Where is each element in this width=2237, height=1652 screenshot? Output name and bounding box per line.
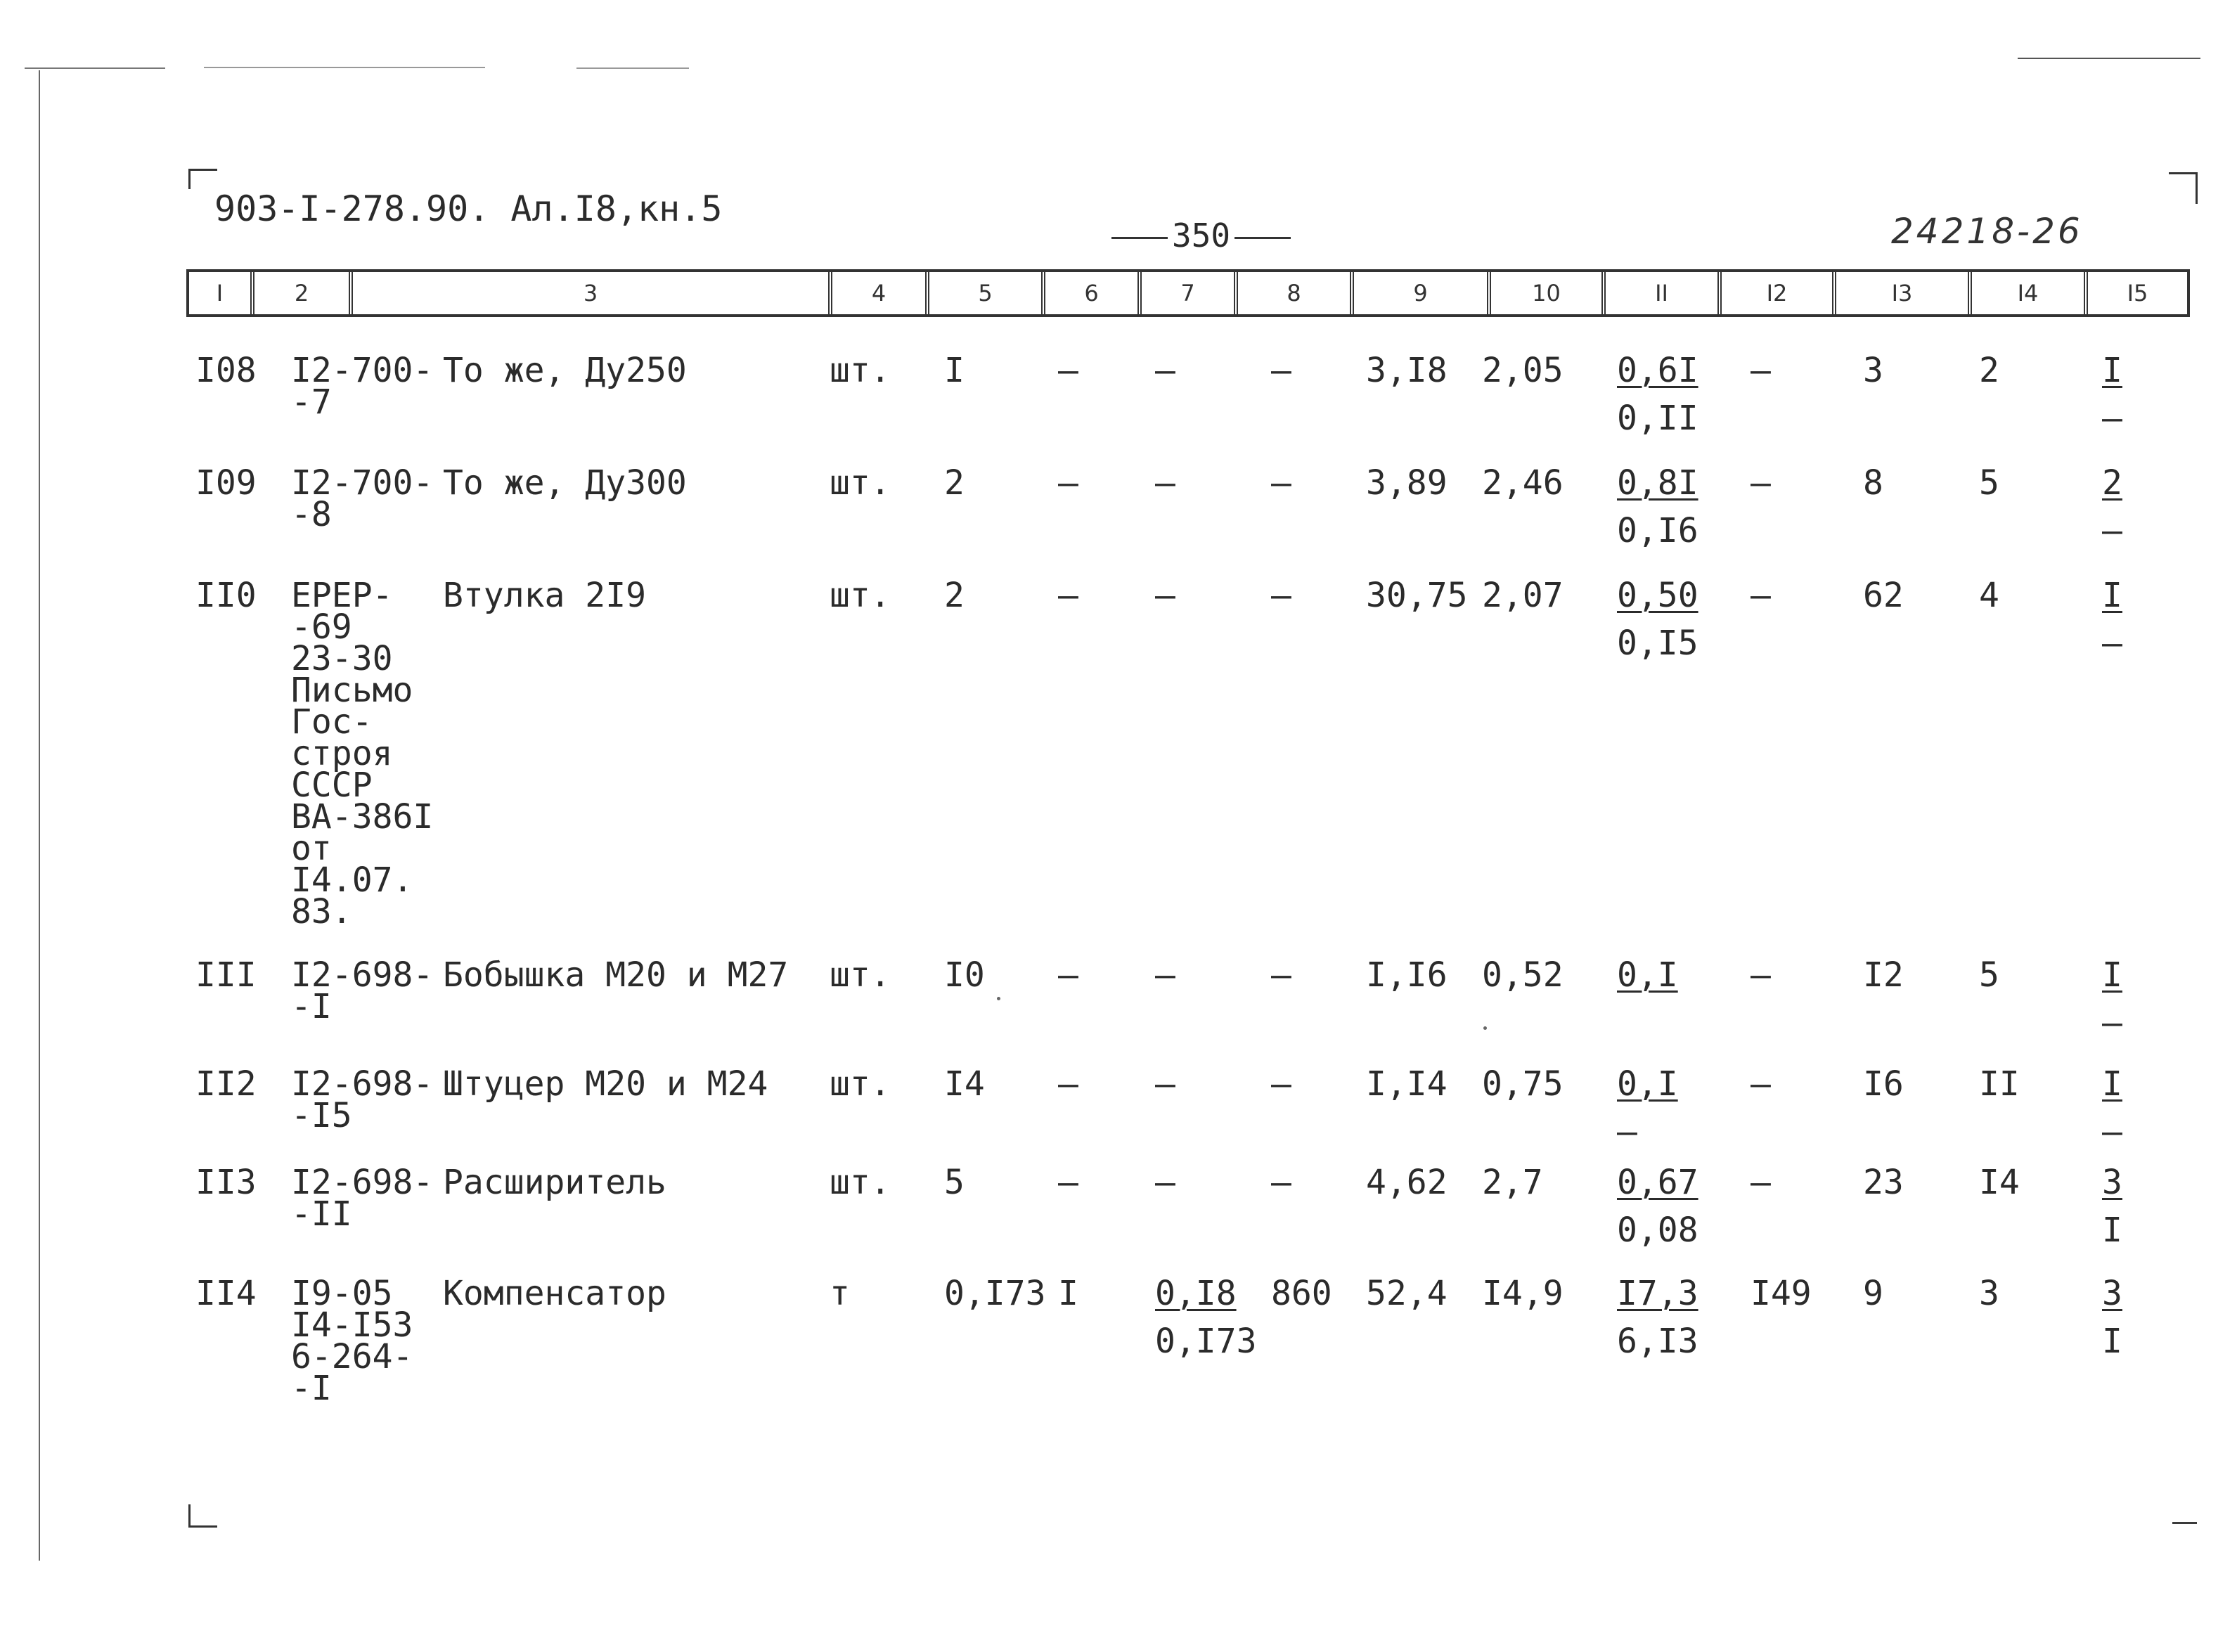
row-name: Втулка 2I9	[443, 576, 646, 615]
cell-col14: II	[1979, 1064, 2020, 1104]
cell-col5: 0,I73	[944, 1274, 1046, 1313]
cell-col15-top: 2	[2102, 463, 2122, 503]
cell-col10: 2,07	[1482, 576, 1564, 615]
cell-col6: –	[1058, 1064, 1078, 1104]
column-header-8: 8	[1234, 272, 1350, 314]
cell-col15-top: I	[2102, 576, 2122, 615]
frame-corner-bottom-right	[2172, 1522, 2197, 1524]
cell-col11-bottom: 0,I6	[1617, 511, 1698, 550]
cell-col11-top: 0,67	[1617, 1163, 1698, 1202]
cell-col12: –	[1751, 1163, 1771, 1202]
cell-col8: –	[1271, 351, 1291, 390]
column-header-9: 9	[1350, 272, 1487, 314]
cell-col14: 5	[1979, 463, 1999, 503]
cell-col11-top: 0,6I	[1617, 351, 1698, 390]
row-unit: т	[830, 1274, 850, 1313]
cell-col6: –	[1058, 576, 1078, 615]
page-number	[1107, 217, 1295, 254]
cell-col9: 3,89	[1366, 463, 1448, 503]
top-scan-line	[25, 67, 165, 69]
cell-col9: I,I4	[1366, 1064, 1448, 1104]
cell-col11-top: 0,I	[1617, 955, 1678, 995]
cell-col15-bottom: I	[2102, 1211, 2122, 1250]
cell-col7: 0,I8	[1155, 1274, 1237, 1313]
row-unit: шт.	[830, 576, 891, 615]
frame-corner-top-right	[2169, 172, 2198, 204]
row-number: I09	[195, 463, 257, 503]
column-header-12: I2	[1717, 272, 1832, 314]
cell-col8: –	[1271, 1064, 1291, 1104]
cell-col7: –	[1155, 1163, 1175, 1202]
row-name: Штуцер М20 и М24	[443, 1064, 768, 1104]
page-number-value: 350	[1172, 217, 1231, 254]
cell-col8: –	[1271, 1163, 1291, 1202]
column-header-7: 7	[1137, 272, 1234, 314]
cell-col14: I4	[1979, 1163, 2020, 1202]
row-name: То же, Ду250	[443, 351, 687, 390]
cell-col11-bottom: 0,II	[1617, 399, 1698, 438]
cell-col10: I4,9	[1482, 1274, 1564, 1313]
cell-col15-bottom: I	[2102, 1322, 2122, 1361]
top-scan-line	[2018, 58, 2200, 59]
cell-col9: 3,I8	[1366, 351, 1448, 390]
cell-col15-top: I	[2102, 955, 2122, 995]
column-header-4: 4	[828, 272, 925, 314]
cell-col11-top: 0,8I	[1617, 463, 1698, 503]
cell-col13: 62	[1863, 576, 1904, 615]
cell-col13: 3	[1863, 351, 1883, 390]
cell-col14: 3	[1979, 1274, 1999, 1313]
row-code: ЕРЕР- -69 23-30 Письмо Гос- строя СССР ВА-386I от I4.07. 83.	[291, 576, 434, 931]
top-scan-line	[576, 67, 689, 69]
cell-col15-top: I	[2102, 351, 2122, 390]
cell-col15-bottom: –	[2102, 1003, 2122, 1043]
cell-col14: 5	[1979, 955, 1999, 995]
cell-col13: I2	[1863, 955, 1904, 995]
row-name: Бобышка М20 и М27	[443, 955, 789, 995]
cell-col5: I	[944, 351, 965, 390]
cell-col12: –	[1751, 351, 1771, 390]
column-header-3: 3	[349, 272, 828, 314]
row-unit: шт.	[830, 463, 891, 503]
cell-col13: 8	[1863, 463, 1883, 503]
frame-corner-top-left	[188, 169, 217, 189]
column-header-11: II	[1601, 272, 1717, 314]
cell-col7: –	[1155, 955, 1175, 995]
cell-col14: 2	[1979, 351, 1999, 390]
row-name: То же, Ду300	[443, 463, 687, 503]
cell-col15-top: 3	[2102, 1163, 2122, 1202]
row-code: I2-698- -I5	[291, 1064, 434, 1135]
cell-col8: 860	[1271, 1274, 1332, 1313]
cell-col10: 0,75	[1482, 1064, 1564, 1104]
cell-col8: –	[1271, 463, 1291, 503]
cell-col15-bottom: –	[2102, 399, 2122, 438]
row-code: I2-700- -7	[291, 351, 434, 422]
cell-col6: –	[1058, 463, 1078, 503]
cell-col5: 5	[944, 1163, 965, 1202]
left-binding-line	[39, 70, 40, 1561]
cell-col15-bottom: –	[2102, 624, 2122, 663]
cell-col7: –	[1155, 576, 1175, 615]
row-number: II2	[195, 1064, 257, 1104]
cell-col9: 4,62	[1366, 1163, 1448, 1202]
frame-corner-bottom-left	[188, 1504, 217, 1528]
cell-col5: 2	[944, 576, 965, 615]
cell-col12: –	[1751, 463, 1771, 503]
cell-col11-top: 0,50	[1617, 576, 1698, 615]
cell-col12: –	[1751, 576, 1771, 615]
document-code: 903-I-278.90. Ал.I8,кн.5	[214, 188, 723, 229]
cell-col13: 23	[1863, 1163, 1904, 1202]
column-header-5: 5	[925, 272, 1041, 314]
scan-speck	[1483, 1026, 1487, 1030]
cell-col11-bottom: 0,I5	[1617, 624, 1698, 663]
cell-col15-top: 3	[2102, 1274, 2122, 1313]
cell-col12: –	[1751, 1064, 1771, 1104]
cell-col7: –	[1155, 351, 1175, 390]
row-number: III	[195, 955, 257, 995]
row-code: I9-05 I4-I53 6-264- -I	[291, 1274, 413, 1408]
top-scan-line	[204, 67, 485, 68]
cell-col9: 52,4	[1366, 1274, 1448, 1313]
cell-col5: 2	[944, 463, 965, 503]
page-number-dash-left	[1111, 237, 1168, 239]
column-header-6: 6	[1041, 272, 1137, 314]
cell-col15-bottom: –	[2102, 511, 2122, 550]
column-header-1: I	[216, 280, 224, 306]
cell-col8: –	[1271, 576, 1291, 615]
cell-col7: –	[1155, 1064, 1175, 1104]
cell-col15-top: I	[2102, 1064, 2122, 1104]
cell-col11-bottom: 0,08	[1617, 1211, 1698, 1250]
row-number: II3	[195, 1163, 257, 1202]
row-code: I2-698- -I	[291, 955, 434, 1026]
column-header-10: 10	[1487, 272, 1601, 314]
cell-col12: I49	[1751, 1274, 1812, 1313]
row-number: II4	[195, 1274, 257, 1313]
cell-col7-bottom: 0,I73	[1155, 1322, 1257, 1361]
cell-col12: –	[1751, 955, 1771, 995]
cell-col9: 30,75	[1366, 576, 1468, 615]
row-unit: шт.	[830, 1064, 891, 1104]
cell-col14: 4	[1979, 576, 1999, 615]
row-number: I08	[195, 351, 257, 390]
column-header-2: 2	[250, 272, 349, 314]
row-name: Компенсатор	[443, 1274, 666, 1313]
row-code: I2-700- -8	[291, 463, 434, 534]
cell-col11-bottom: –	[1617, 1112, 1637, 1151]
row-unit: шт.	[830, 955, 891, 995]
cell-col7: –	[1155, 463, 1175, 503]
cell-col8: –	[1271, 955, 1291, 995]
cell-col13: 9	[1863, 1274, 1883, 1313]
cell-col6: –	[1058, 351, 1078, 390]
column-header-13: I3	[1832, 272, 1968, 314]
cell-col11-top: 0,I	[1617, 1064, 1678, 1104]
cell-col10: 0,52	[1482, 955, 1564, 995]
row-unit: шт.	[830, 1163, 891, 1202]
cell-col10: 2,05	[1482, 351, 1564, 390]
cell-col11-top: I7,3	[1617, 1274, 1698, 1313]
scan-speck	[997, 997, 1000, 1000]
cell-col6: –	[1058, 955, 1078, 995]
cell-col5: I0	[944, 955, 985, 995]
cell-col10: 2,46	[1482, 463, 1564, 503]
cell-col6: I	[1058, 1274, 1078, 1313]
cell-col15-bottom: –	[2102, 1112, 2122, 1151]
column-header-14: I4	[1968, 272, 2084, 314]
cell-col13: I6	[1863, 1064, 1904, 1104]
archive-number: 24218-26	[1891, 211, 2083, 252]
column-header-15: I5	[2084, 272, 2187, 314]
cell-col10: 2,7	[1482, 1163, 1543, 1202]
row-code: I2-698- -II	[291, 1163, 434, 1234]
cell-col11-bottom: 6,I3	[1617, 1322, 1698, 1361]
cell-col5: I4	[944, 1064, 985, 1104]
page-number-dash-right	[1234, 237, 1291, 239]
column-header-row	[186, 269, 2190, 317]
row-number: II0	[195, 576, 257, 615]
row-name: Расширитель	[443, 1163, 666, 1202]
cell-col6: –	[1058, 1163, 1078, 1202]
row-unit: шт.	[830, 351, 891, 390]
cell-col9: I,I6	[1366, 955, 1448, 995]
